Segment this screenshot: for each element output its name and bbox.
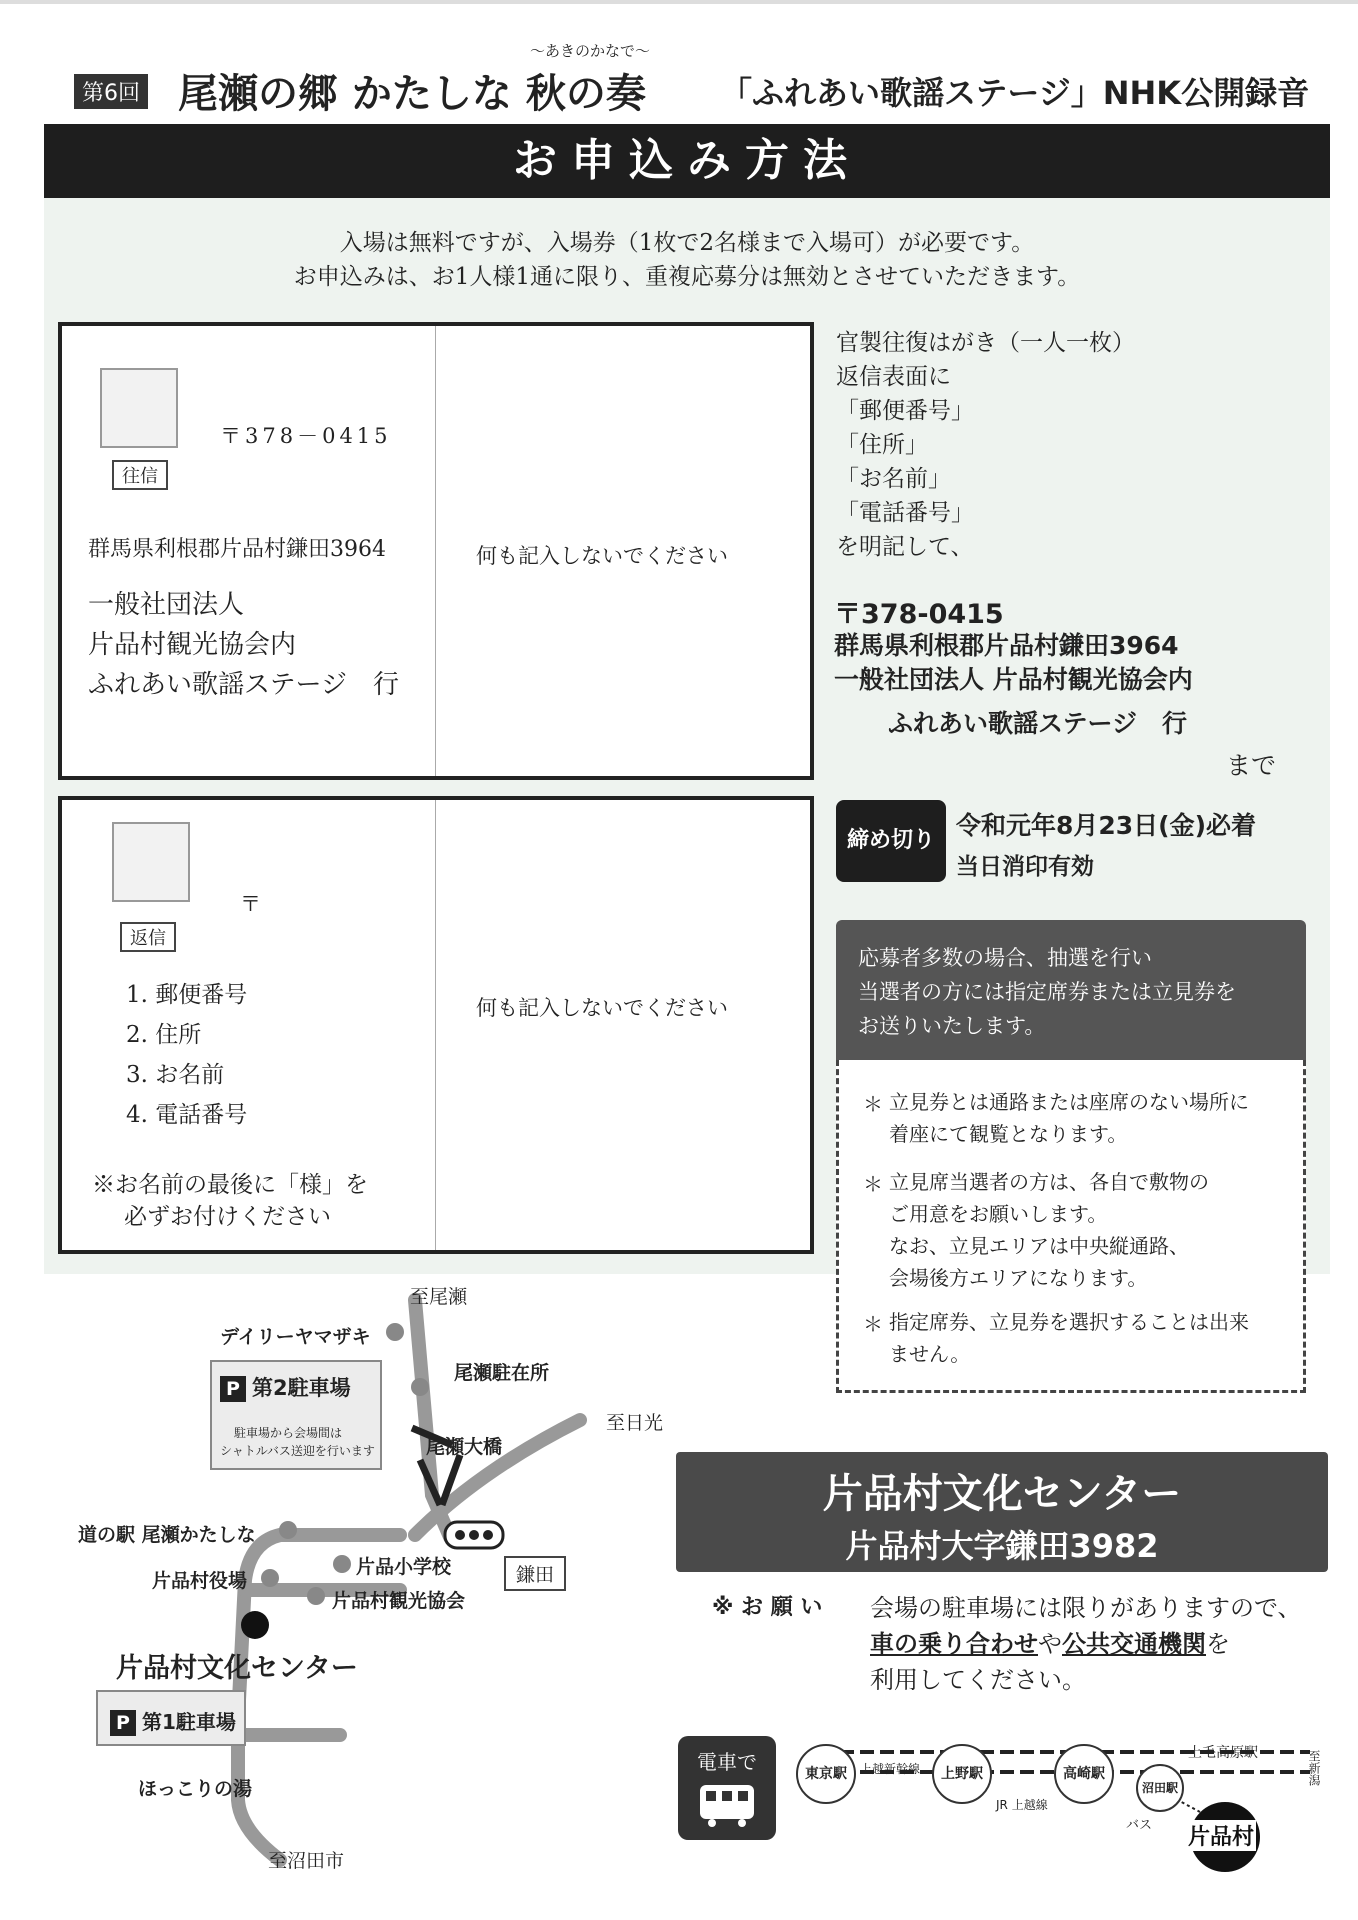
venue-name: 片品村文化センター xyxy=(822,1471,1182,1517)
instruction-line-7: を明記して、 xyxy=(836,534,974,560)
instruction-line-1: 官製往復はがき（一人一枚） xyxy=(836,330,1135,356)
station-numata: 沼田駅 xyxy=(1136,1764,1184,1812)
edition-badge: 第6回 xyxy=(74,74,148,109)
map-daily-yamazaki: デイリーヤマザキ xyxy=(220,1326,371,1348)
signal-light xyxy=(483,1530,493,1540)
line-shinkansen: 上越新幹線 xyxy=(860,1762,921,1776)
signal-light xyxy=(455,1530,465,1540)
return-postcard xyxy=(58,796,814,1254)
request-ya: や xyxy=(1038,1630,1062,1658)
card-divider xyxy=(435,326,436,776)
return-label: 返信 xyxy=(120,922,176,952)
return-note-2: 必ずお付けください xyxy=(124,1204,331,1230)
train-label: 電車で xyxy=(697,1750,757,1774)
event-subtitle: ～あきのかなで～ xyxy=(530,42,651,60)
station-tokyo: 東京駅 xyxy=(796,1744,856,1804)
station-takasaki: 高崎駅 xyxy=(1054,1744,1114,1804)
instruction-address-1: 群馬県利根郡片品村鎌田3964 xyxy=(834,631,1179,660)
notice-bullet-1a: 立見券とは通路または座席のない場所に xyxy=(889,1090,1249,1114)
notice-header xyxy=(836,920,1306,1060)
return-blank-note: 何も記入しないでください xyxy=(476,996,728,1020)
instruction-line-6: 「電話番号」 xyxy=(836,500,974,526)
request-label: ※ お 願 い xyxy=(712,1595,823,1620)
train-icon xyxy=(678,1775,776,1835)
card-divider xyxy=(435,800,436,1250)
map-kamata: 鎌田 xyxy=(504,1556,566,1591)
stamp-box xyxy=(100,368,178,448)
map-onsen: ほっこりの湯 xyxy=(138,1778,253,1800)
outgoing-address-1: 群馬県利根郡片品村鎌田3964 xyxy=(88,537,386,562)
bullet-mark: ＊ xyxy=(863,1172,883,1196)
stamp-box xyxy=(112,822,190,902)
outgoing-address-2: 一般社団法人 xyxy=(88,590,245,620)
parking-1-title xyxy=(110,1706,236,1736)
return-postal: 〒 xyxy=(240,892,261,916)
venue-address: 片品村大字鎌田3982 xyxy=(845,1527,1159,1565)
intro-line-1: 入場は無料ですが、入場券（1枚で2名様まで入場可）が必要です。 xyxy=(339,230,1035,256)
parking-2-note-2: シャトルバス送迎を行います xyxy=(220,1444,375,1458)
request-line-1: 会場の駐車場には限りがありますので、 xyxy=(870,1594,1302,1622)
request-wo: を xyxy=(1206,1630,1230,1658)
map-village-office: 片品村役場 xyxy=(152,1570,248,1592)
carpool-text: 車の乗り合わせ xyxy=(870,1630,1038,1658)
bullet-mark: ＊ xyxy=(863,1312,883,1336)
notice-body xyxy=(836,1060,1306,1393)
instruction-line-2: 返信表面に xyxy=(836,364,951,390)
nhk-heading: 「ふれあい歌謡ステージ」NHK公開録音 xyxy=(720,74,1310,112)
venue-dot xyxy=(241,1611,269,1639)
bus-label: バス xyxy=(1126,1818,1153,1833)
request-line-2 xyxy=(870,1624,1230,1659)
deadline-date: 令和元年8月23日(金)必着 xyxy=(956,811,1257,840)
station-ueno: 上野駅 xyxy=(932,1744,992,1804)
map-bridge: 尾瀬大橋 xyxy=(426,1436,503,1458)
section-banner: お申込み方法 xyxy=(44,124,1330,198)
notice-bullet-3a: 指定席券、立見券を選択することは出来 xyxy=(889,1310,1249,1334)
map-to-numata: 至沼田市 xyxy=(268,1850,345,1872)
instruction-address-3: ふれあい歌謡ステージ 行 xyxy=(888,709,1188,738)
bullet-mark: ＊ xyxy=(863,1092,883,1116)
train-box xyxy=(678,1736,776,1840)
deadline-badge: 締め切り xyxy=(836,800,946,882)
parking-2-box xyxy=(210,1360,382,1470)
map-kanko: 片品村観光協会 xyxy=(332,1590,466,1612)
return-item-4: 4. 電話番号 xyxy=(126,1102,248,1128)
instruction-line-5: 「お名前」 xyxy=(836,466,951,492)
instruction-made: まで xyxy=(1226,751,1277,780)
outgoing-address-4: ふれあい歌謡ステージ 行 xyxy=(88,670,399,700)
request-line-3: 利用してください。 xyxy=(870,1666,1086,1694)
outgoing-postcard xyxy=(58,322,814,780)
instruction-postal: 〒378-0415 xyxy=(834,599,1004,630)
notice-head-1: 応募者多数の場合、抽選を行い xyxy=(858,946,1152,970)
parking-1-box xyxy=(96,1690,246,1746)
public-transport-text: 公共交通機関 xyxy=(1062,1630,1206,1658)
deadline-note: 当日消印有効 xyxy=(956,854,1094,880)
notice-bullet-2c: なお、立見エリアは中央縦通路、 xyxy=(889,1234,1189,1258)
parking-2-title xyxy=(220,1372,351,1402)
katashina-label: 片品村 xyxy=(1186,1820,1256,1851)
parking-icon: P xyxy=(220,1376,246,1402)
parking-icon: P xyxy=(110,1710,136,1736)
outgoing-postal: 〒378－0415 xyxy=(220,424,392,448)
map-michinoeki: 道の駅 尾瀬かたしな xyxy=(78,1524,256,1546)
notice-bullet-1b: 着座にて観覧となります。 xyxy=(889,1122,1128,1146)
map-school: 片品小学校 xyxy=(356,1556,452,1578)
return-item-2: 2. 住所 xyxy=(126,1022,202,1048)
to-niigata: 至新潟 xyxy=(1307,1750,1321,1786)
parking-1-name: 第1駐車場 xyxy=(142,1710,236,1734)
parking-2-note-1: 駐車場から会場間は xyxy=(234,1426,343,1440)
station-kamimoku: 上毛高原駅 xyxy=(1188,1745,1258,1761)
venue-box xyxy=(676,1452,1328,1572)
instruction-line-4: 「住所」 xyxy=(836,432,928,458)
notice-bullet-2a: 立見席当選者の方は、各自で敷物の xyxy=(889,1170,1209,1194)
outgoing-address-3: 片品村観光協会内 xyxy=(88,630,297,660)
notice-head-2: 当選者の方には指定席券または立見券を xyxy=(858,980,1236,1004)
signal-light xyxy=(469,1530,479,1540)
return-note-1: ※お名前の最後に「様」を xyxy=(92,1172,368,1198)
map-venue-label: 片品村文化センター xyxy=(116,1653,358,1684)
intro-line-2: お申込みは、お1人様1通に限り、重複応募分は無効とさせていただきます。 xyxy=(293,264,1081,290)
outgoing-label: 往信 xyxy=(112,460,168,490)
notice-head-3: お送りいたします。 xyxy=(858,1014,1046,1038)
notice-bullet-2b: ご用意をお願いします。 xyxy=(889,1202,1108,1226)
event-title: 尾瀬の郷 かたしな 秋の奏 xyxy=(178,70,646,117)
outgoing-blank-note: 何も記入しないでください xyxy=(476,544,728,568)
return-item-3: 3. お名前 xyxy=(126,1062,225,1088)
parking-2-name: 第2駐車場 xyxy=(252,1376,351,1400)
notice-bullet-2d: 会場後方エリアになります。 xyxy=(889,1266,1148,1290)
map-to-oze: 至尾瀬 xyxy=(410,1286,468,1308)
return-item-1: 1. 郵便番号 xyxy=(126,982,248,1008)
map-police-box: 尾瀬駐在所 xyxy=(454,1362,550,1384)
instruction-line-3: 「郵便番号」 xyxy=(836,398,974,424)
notice-bullet-3b: ません。 xyxy=(889,1342,971,1366)
line-jr: JR 上越線 xyxy=(996,1798,1048,1812)
top-edge xyxy=(0,0,1358,4)
map-to-nikko: 至日光 xyxy=(606,1412,664,1434)
instruction-address-2: 一般社団法人 片品村観光協会内 xyxy=(834,665,1193,694)
